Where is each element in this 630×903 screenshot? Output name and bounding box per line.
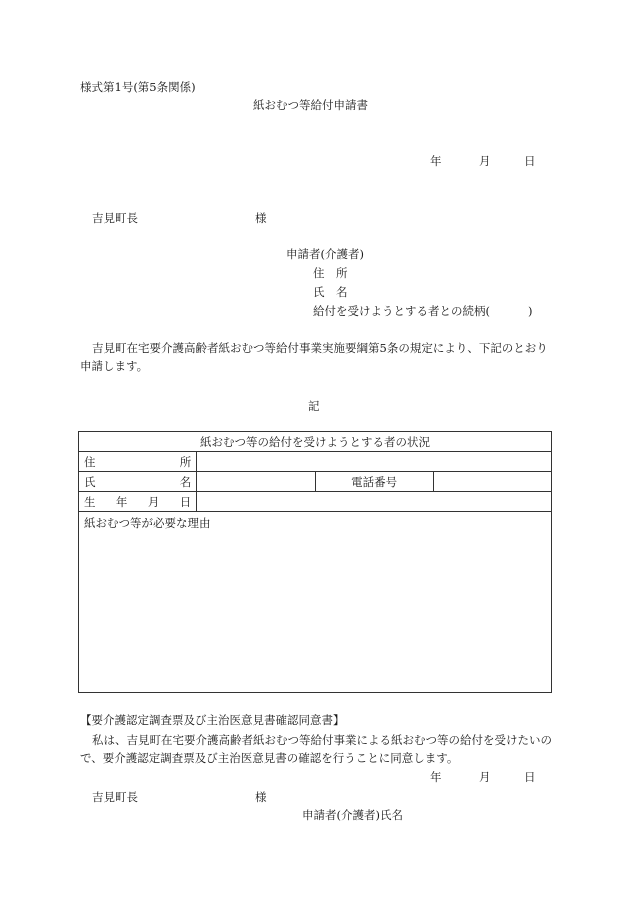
consent-addressee-honorific: 様 (255, 790, 267, 804)
dob-label-char: 年 (115, 494, 128, 509)
addressee-honorific: 様 (255, 211, 267, 225)
consent-date-year: 年 (430, 770, 442, 784)
name-value[interactable] (197, 472, 315, 492)
applicant-heading: 申請者(介護者) (286, 247, 364, 261)
consent-date-month: 月 (479, 770, 491, 784)
status-table (78, 431, 552, 693)
address-label-char: 住 (84, 454, 96, 469)
date-year: 年 (430, 154, 442, 168)
name-label (79, 472, 197, 492)
phone-label: 電話番号 (315, 472, 433, 492)
applicant-relation-close: ) (528, 304, 533, 318)
date-month: 月 (479, 154, 491, 168)
applicant-relation-label: 給付を受けようとする者との続柄( (313, 304, 490, 318)
intro-paragraph: 吉見町在宅要介護高齢者紙おむつ等給付事業実施要綱第5条の規定により、下記のとおり申請します。 (80, 341, 548, 374)
name-label-char: 氏 (84, 474, 96, 489)
consent-addressee-name: 吉見町長 (92, 790, 138, 804)
address-value[interactable] (197, 452, 552, 472)
dob-label-char: 月 (147, 494, 160, 509)
dob-label-char: 生 (84, 494, 96, 509)
phone-value[interactable] (433, 472, 551, 492)
consent-heading: 【要介護認定調査票及び主治医意見書確認同意書】 (80, 713, 345, 727)
applicant-address-label: 住 所 (313, 266, 348, 280)
form-number: 様式第1号(第5条関係) (80, 80, 196, 94)
ki-label: 記 (308, 399, 320, 413)
dob-label-char: 日 (179, 494, 192, 509)
reason-field[interactable] (79, 512, 552, 693)
date-day: 日 (524, 154, 536, 168)
form-title: 紙おむつ等給付申請書 (253, 98, 368, 112)
consent-body: 私は、吉見町在宅要介護高齢者紙おむつ等給付事業による紙おむつ等の給付を受けたいので、要介護認定調査票及び主治医意見書の確認を行うことに同意します。 (80, 733, 552, 766)
dob-value[interactable] (197, 492, 552, 512)
addressee-name: 吉見町長 (92, 211, 138, 225)
status-table-header: 紙おむつ等の給付を受けようとする者の状況 (79, 432, 552, 452)
consent-signature-label: 申請者(介護者)氏名 (302, 808, 403, 822)
address-label-char: 所 (179, 454, 192, 469)
dob-label (79, 492, 197, 512)
reason-label: 紙おむつ等が必要な理由 (84, 516, 211, 530)
name-label-char: 名 (179, 474, 192, 489)
address-label (79, 452, 197, 472)
consent-date-day: 日 (524, 770, 536, 784)
applicant-name-label: 氏 名 (313, 285, 348, 299)
